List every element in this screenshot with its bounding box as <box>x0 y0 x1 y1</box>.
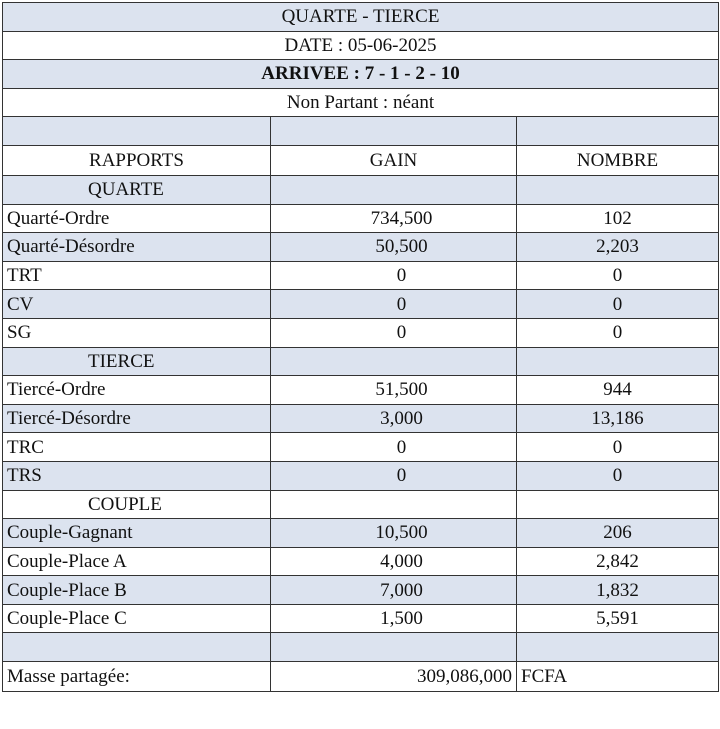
non-partant-row <box>3 88 719 117</box>
empty-cell <box>517 117 719 146</box>
row-nombre: 1,832 <box>517 576 719 605</box>
row-label: Tiercé-Ordre <box>3 376 271 405</box>
row-gain: 0 <box>271 290 517 319</box>
arrivee-row <box>3 60 719 89</box>
row-nombre: 13,186 <box>517 404 719 433</box>
row-label: Couple-Gagnant <box>3 519 271 548</box>
table-row <box>3 233 719 262</box>
masse-value: 309,086,000 <box>271 662 517 692</box>
race-date: DATE : 05-06-2025 <box>3 31 719 60</box>
empty-cell <box>3 117 271 146</box>
row-label: TRC <box>3 433 271 462</box>
row-gain: 7,000 <box>271 576 517 605</box>
spacer-row <box>3 633 719 662</box>
masse-label: Masse partagée: <box>3 662 271 692</box>
empty-cell <box>271 117 517 146</box>
table-row <box>3 404 719 433</box>
table-row <box>3 433 719 462</box>
non-partant: Non Partant : néant <box>3 88 719 117</box>
row-gain: 10,500 <box>271 519 517 548</box>
row-gain: 0 <box>271 261 517 290</box>
row-gain: 734,500 <box>271 204 517 233</box>
row-label: Couple-Place B <box>3 576 271 605</box>
table-row <box>3 604 719 633</box>
row-label: TRS <box>3 461 271 490</box>
column-header-row <box>3 145 719 175</box>
empty-cell <box>271 347 517 376</box>
column-header-gain: GAIN <box>271 145 517 175</box>
row-gain: 51,500 <box>271 376 517 405</box>
table-row <box>3 461 719 490</box>
empty-cell <box>517 175 719 204</box>
table-row <box>3 519 719 548</box>
row-nombre: 2,842 <box>517 547 719 576</box>
page-title: QUARTE - TIERCE <box>3 3 719 32</box>
section-header-row <box>3 490 719 519</box>
table-row <box>3 204 719 233</box>
results-table <box>2 2 719 692</box>
row-gain: 0 <box>271 318 517 347</box>
masse-row <box>3 662 719 692</box>
section-title: TIERCE <box>3 347 271 376</box>
date-row <box>3 31 719 60</box>
table-row <box>3 376 719 405</box>
row-label: Couple-Place A <box>3 547 271 576</box>
arrivee-result: ARRIVEE : 7 - 1 - 2 - 10 <box>3 60 719 89</box>
column-header-rapports: RAPPORTS <box>3 145 271 175</box>
row-nombre: 944 <box>517 376 719 405</box>
masse-currency: FCFA <box>517 662 719 692</box>
row-gain: 1,500 <box>271 604 517 633</box>
row-label: SG <box>3 318 271 347</box>
title-row <box>3 3 719 32</box>
table-row <box>3 290 719 319</box>
section-title: COUPLE <box>3 490 271 519</box>
row-nombre: 206 <box>517 519 719 548</box>
row-nombre: 0 <box>517 433 719 462</box>
row-gain: 0 <box>271 433 517 462</box>
empty-cell <box>271 633 517 662</box>
row-label: Couple-Place C <box>3 604 271 633</box>
column-header-nombre: NOMBRE <box>517 145 719 175</box>
row-gain: 4,000 <box>271 547 517 576</box>
row-nombre: 5,591 <box>517 604 719 633</box>
row-gain: 0 <box>271 461 517 490</box>
row-label: TRT <box>3 261 271 290</box>
row-label: CV <box>3 290 271 319</box>
row-label: Tiercé-Désordre <box>3 404 271 433</box>
row-nombre: 0 <box>517 261 719 290</box>
table-row <box>3 318 719 347</box>
row-nombre: 0 <box>517 290 719 319</box>
table-row <box>3 261 719 290</box>
spacer-row <box>3 117 719 146</box>
row-nombre: 0 <box>517 461 719 490</box>
row-label: Quarté-Ordre <box>3 204 271 233</box>
empty-cell <box>271 175 517 204</box>
section-header-row <box>3 175 719 204</box>
empty-cell <box>271 490 517 519</box>
row-gain: 50,500 <box>271 233 517 262</box>
empty-cell <box>517 633 719 662</box>
row-nombre: 0 <box>517 318 719 347</box>
section-header-row <box>3 347 719 376</box>
row-label: Quarté-Désordre <box>3 233 271 262</box>
row-gain: 3,000 <box>271 404 517 433</box>
empty-cell <box>3 633 271 662</box>
table-row <box>3 547 719 576</box>
row-nombre: 2,203 <box>517 233 719 262</box>
empty-cell <box>517 347 719 376</box>
row-nombre: 102 <box>517 204 719 233</box>
empty-cell <box>517 490 719 519</box>
table-row <box>3 576 719 605</box>
section-title: QUARTE <box>3 175 271 204</box>
